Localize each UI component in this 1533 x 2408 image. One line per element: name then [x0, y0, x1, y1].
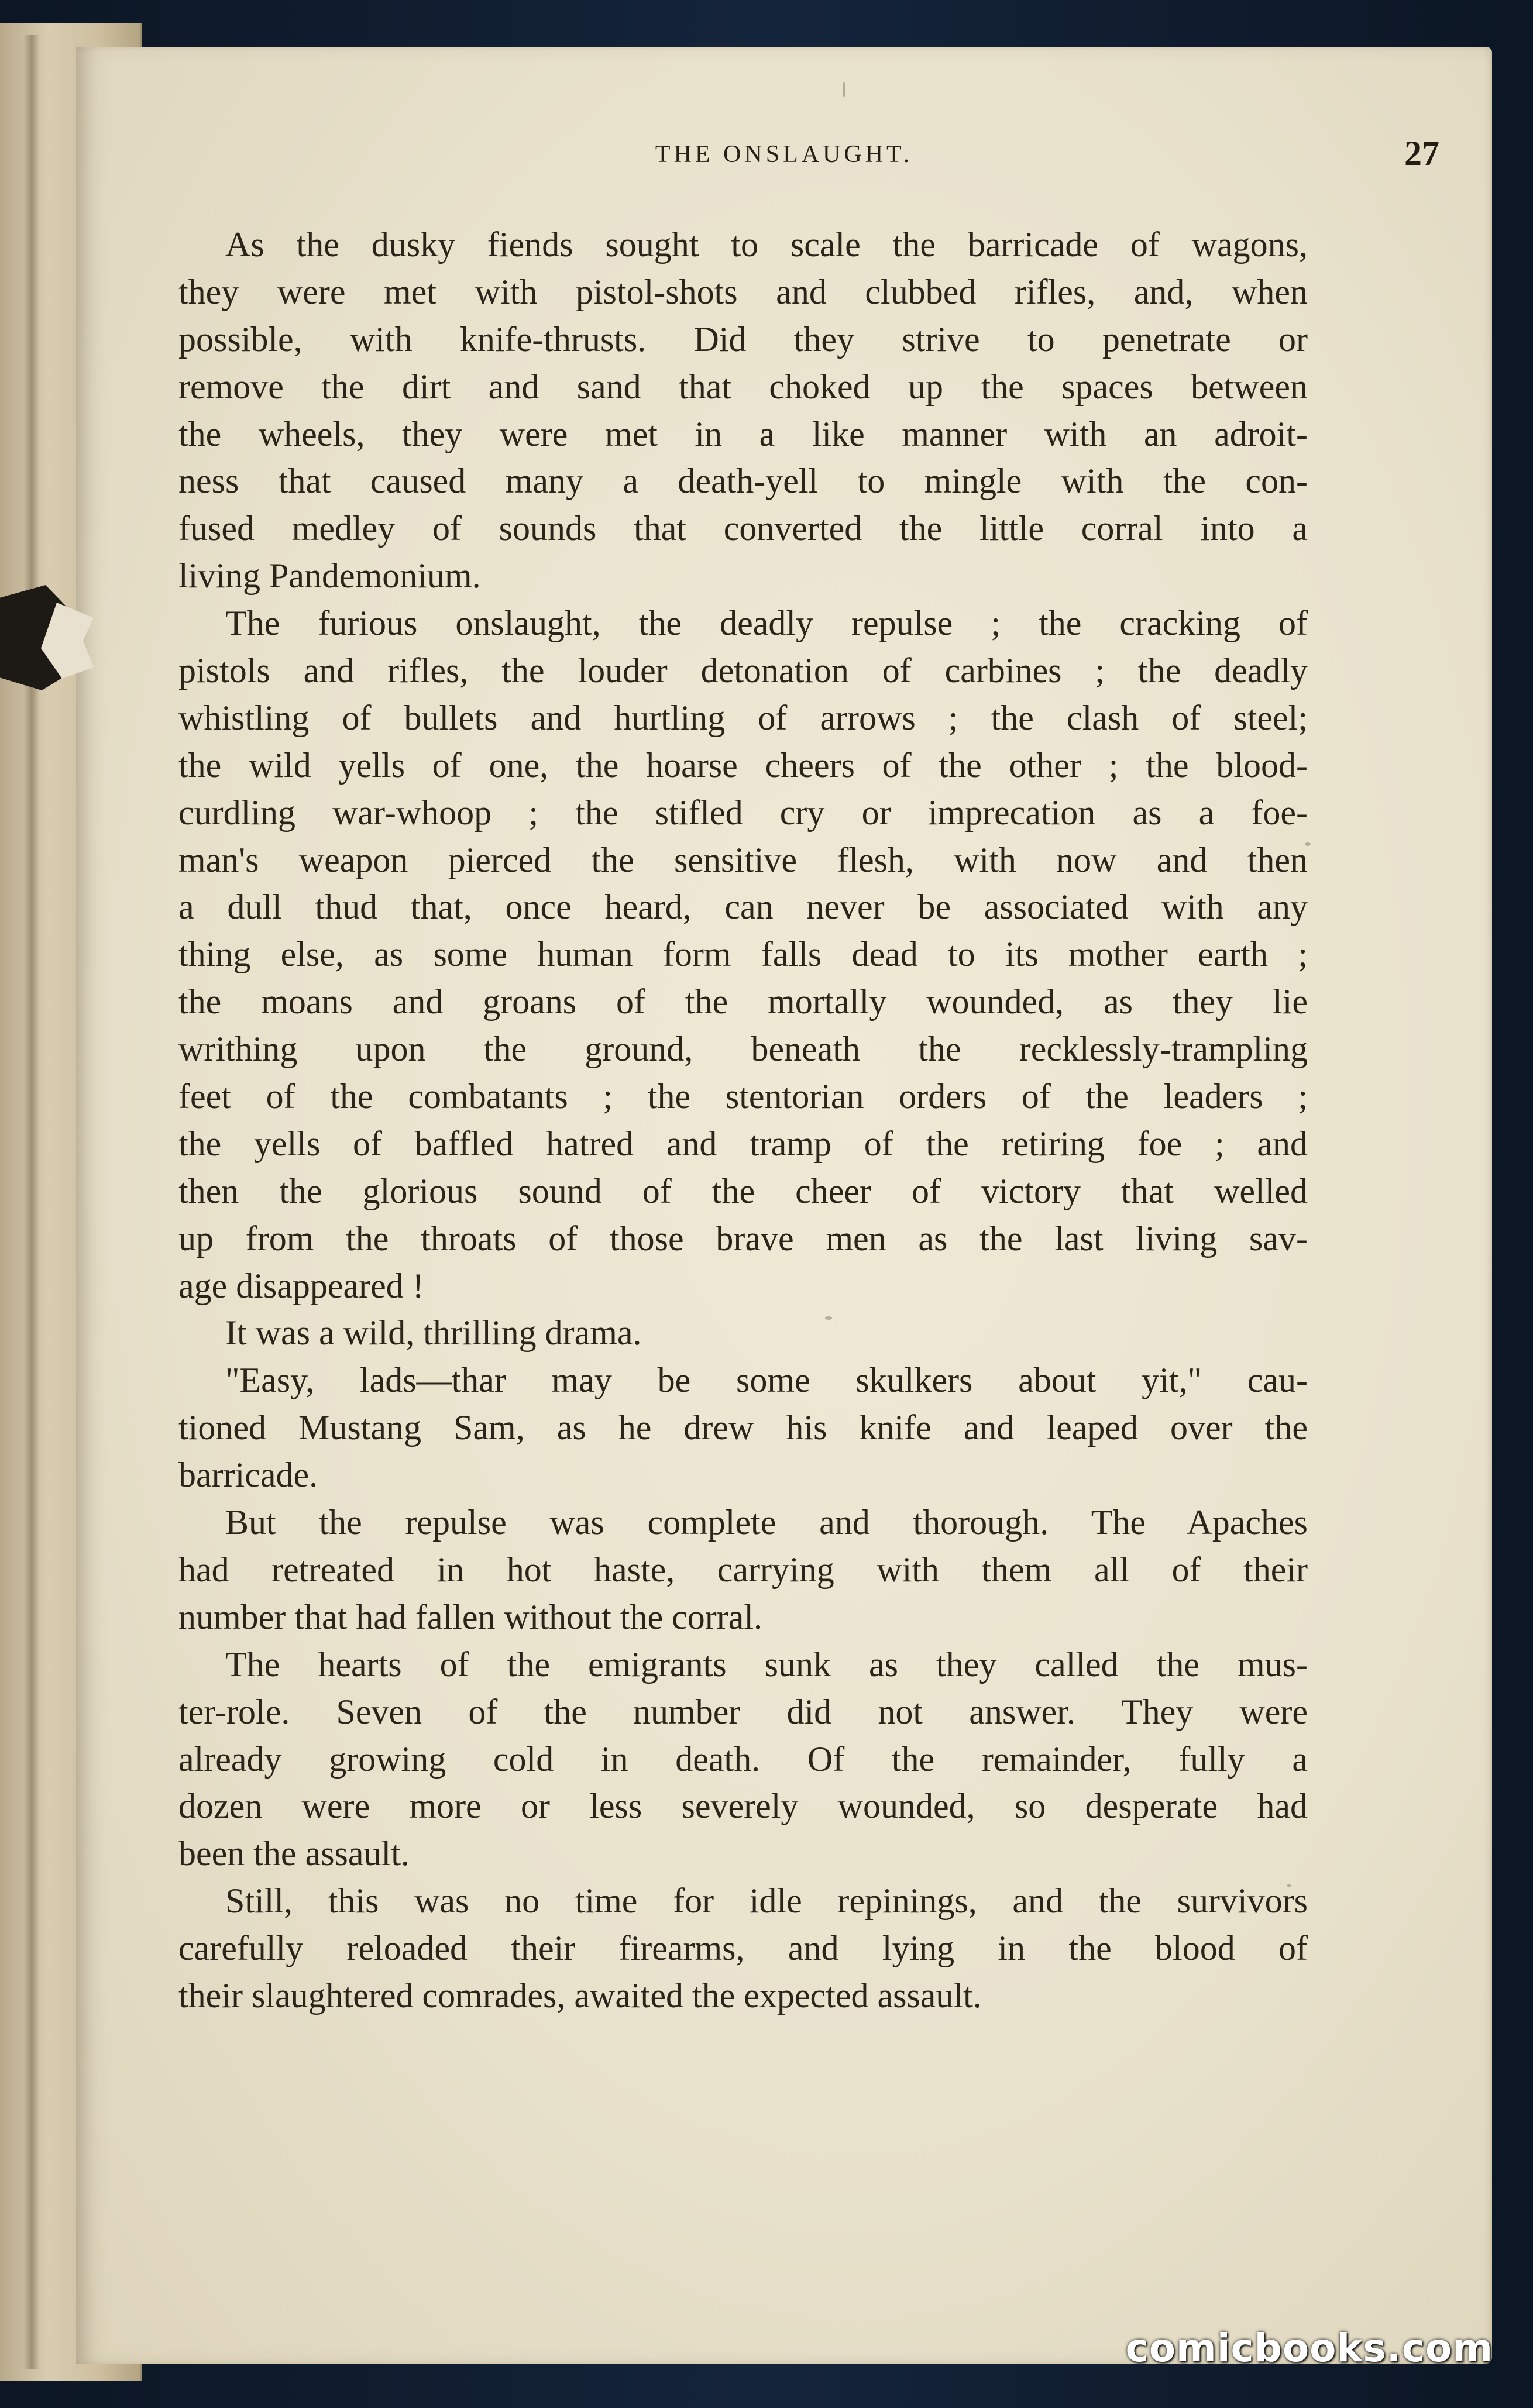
text-line: It was a wild, thrilling drama. [225, 1313, 642, 1353]
body-text [178, 221, 1308, 2020]
text-line: The hearts of the emigrants sunk as they called the mus- [225, 1645, 1308, 1684]
text-line: feet of the combatants ; the stentorian orders of the leaders ; [178, 1077, 1308, 1116]
running-head [76, 88, 1492, 173]
text-line: curdling war-whoop ; the stifled cry or imprecation as a foe- [178, 793, 1308, 832]
text-line: they were met with pistol-shots and clubbed rifles, and, when [178, 272, 1308, 311]
text-line: then the glorious sound of the cheer of victory that welled [178, 1171, 1308, 1210]
text-line: a dull thud that, once heard, can never be associated with any [178, 887, 1308, 927]
text-line: had retreated in hot haste, carrying with them all of their [178, 1550, 1308, 1589]
text-line: carefully reloaded their firearms, and lying in the blood of [178, 1929, 1308, 1968]
text-line: number that had fallen without the corral. [178, 1597, 762, 1636]
text-line: But the repulse was complete and thorough. The Apaches [225, 1503, 1308, 1542]
text-line: thing else, as some human form falls dead to its mother earth ; [178, 935, 1308, 974]
text-line: whistling of bullets and hurtling of arrows ; the clash of steel; [178, 698, 1308, 737]
text-line: the wheels, they were met in a like manner with an adroit- [178, 414, 1308, 453]
text-line: living Pandemonium. [178, 556, 481, 596]
running-title: THE ONSLAUGHT. [655, 141, 913, 168]
text-line: up from the throats of those brave men as the last living sav- [178, 1219, 1308, 1258]
text-line: ness that caused many a death-yell to mingle with the con- [178, 462, 1308, 501]
text-line: ter-role. Seven of the number did not answer. They were [178, 1692, 1308, 1731]
spine-shadow [23, 35, 40, 2369]
text-line: tioned Mustang Sam, as he drew his knife and leaped over the [178, 1408, 1308, 1447]
text-line: dozen were more or less severely wounded, so desperate had [178, 1787, 1308, 1826]
text-line: possible, with knife-thrusts. Did they strive to penetrate or [178, 319, 1308, 359]
watermark: comicbooks.com [1125, 2326, 1493, 2371]
text-line: the yells of baffled hatred and tramp of the retiring foe ; and [178, 1124, 1308, 1163]
page-number: 27 [1404, 134, 1439, 173]
text-line: fused medley of sounds that converted the little corral into a [178, 509, 1308, 548]
text-line: pistols and rifles, the louder detonation of carbines ; the deadly [178, 651, 1308, 690]
text-line: been the assault. [178, 1834, 410, 1873]
text-line: As the dusky fiends sought to scale the barricade of wagons, [225, 225, 1308, 264]
text-line: The furious onslaught, the deadly repulse ; the cracking of [225, 604, 1308, 643]
text-line: already growing cold in death. Of the remainder, fully a [178, 1739, 1308, 1779]
text-line: age disappeared ! [178, 1266, 424, 1305]
text-line: writhing upon the ground, beneath the recklessly-trampling [178, 1030, 1308, 1069]
text-line: "Easy, lads—thar may be some skulkers about yit," cau- [225, 1361, 1308, 1400]
text-line: Still, this was no time for idle repinings, and the survivors [225, 1881, 1308, 1921]
text-line: man's weapon pierced the sensitive flesh, with now and then [178, 840, 1308, 879]
text-line: the moans and groans of the mortally wounded, as they lie [178, 982, 1308, 1021]
text-line: the wild yells of one, the hoarse cheers of the other ; the blood- [178, 745, 1308, 785]
text-line: remove the dirt and sand that choked up the spaces between [178, 367, 1308, 406]
text-line: barricade. [178, 1456, 318, 1495]
text-line: their slaughtered comrades, awaited the expected assault. [178, 1976, 982, 2015]
